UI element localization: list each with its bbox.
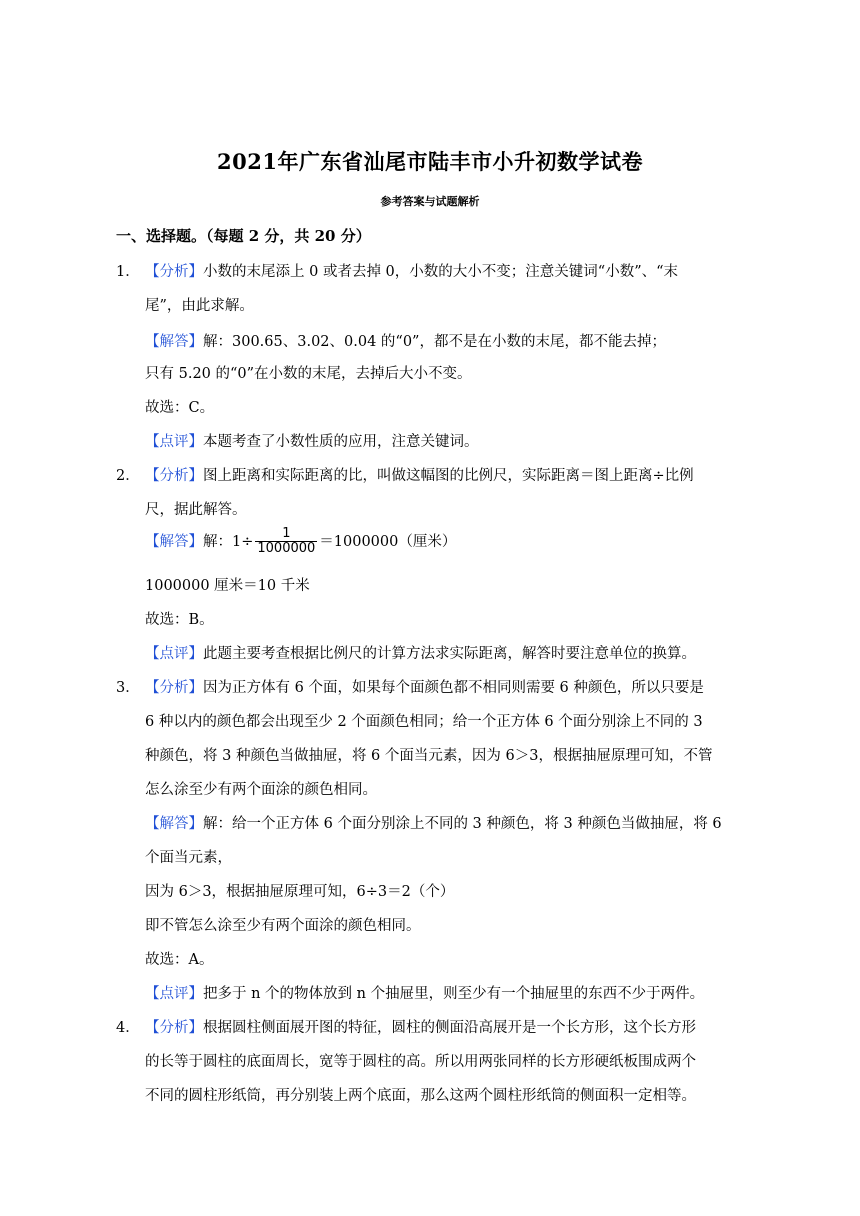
question-1-answer-text-1: 解：300.65、3.02、0.04 的“0”，都不是在小数的末尾，都不能去掉； (203, 334, 666, 350)
question-4-analysis-line-2: 的长等于圆柱的底面周长，宽等于圆柱的高。所以用两张同样的长方形硬纸板围成两个 (145, 1054, 696, 1070)
question-2-analysis-line-1 (145, 464, 694, 485)
question-3-analysis-line-3: 种颜色，将 3 种颜色当做抽屉，将 6 个面当元素，因为 6＞3，根据抽屉原理可知，不管 (145, 748, 713, 764)
question-2-analysis-text-1: 图上距离和实际距离的比，叫做这幅图的比例尺，实际距离＝图上距离÷比例 (203, 468, 694, 484)
question-3-answer-line-5: 故选：A。 (145, 952, 214, 968)
comment-tag: 【点评】 (145, 646, 203, 662)
question-3-answer-line-3: 因为 6＞3，根据抽屉原理可知，6÷3＝2（个） (145, 884, 455, 900)
question-1-answer-line-1 (145, 330, 666, 351)
question-1-comment-line (145, 430, 479, 451)
question-1-comment-text: 本题考查了小数性质的应用，注意关键词。 (203, 434, 479, 450)
question-1-answer-line-2: 只有 5.20 的“0”在小数的末尾，去掉后大小不变。 (145, 366, 472, 382)
question-2-answer-line-1 (145, 527, 456, 557)
fraction-denominator: 1000000 (257, 541, 316, 557)
question-3-answer-text-1: 解：给一个正方体 6 个面分别涂上不同的 3 种颜色，将 3 种颜色当做抽屉，将 6 (203, 816, 722, 832)
comment-tag: 【点评】 (145, 434, 203, 450)
question-3-comment-line (145, 982, 704, 1003)
question-3-analysis-line-2: 6 种以内的颜色都会出现至少 2 个面颜色相同；给一个正方体 6 个面分别涂上不同的 3 (145, 714, 703, 730)
question-3-analysis-line-4: 怎么涂至少有两个面涂的颜色相同。 (145, 782, 377, 798)
question-1-analysis-text-1: 小数的末尾添上 0 或者去掉 0，小数的大小不变；注意关键词“小数”、“末 (203, 264, 679, 280)
question-4-analysis-text-1: 根据圆柱侧面展开图的特征，圆柱的侧面沿高展开是一个长方形，这个长方形 (203, 1020, 696, 1036)
answer-tag: 【解答】 (145, 816, 203, 832)
analysis-tag: 【分析】 (145, 468, 203, 484)
fraction (255, 527, 317, 557)
answer-tag: 【解答】 (145, 533, 203, 550)
question-4-analysis-line-1 (145, 1016, 696, 1037)
question-2-number: 2． (116, 468, 140, 484)
page-title: 2021年广东省汕尾市陆丰市小升初数学试卷 (217, 149, 643, 174)
analysis-tag: 【分析】 (145, 264, 203, 280)
section-heading: 一、选择题。（每题 2 分，共 20 分） (116, 227, 371, 245)
page-subtitle: 参考答案与试题解析 (380, 195, 480, 208)
question-3-analysis-text-1: 因为正方体有 6 个面，如果每个面颜色都不相同则需要 6 种颜色，所以只要是 (203, 680, 704, 696)
question-2-comment-text: 此题主要考查根据比例尺的计算方法求实际距离，解答时要注意单位的换算。 (203, 646, 696, 662)
question-3-comment-text: 把多于 n 个的物体放到 n 个抽屉里，则至少有一个抽屉里的东西不少于两件。 (203, 986, 705, 1002)
question-2-answer-prefix: 解：1÷ (203, 533, 254, 550)
question-1-number: 1． (116, 264, 140, 280)
question-1-analysis-line-2: 尾”，由此求解。 (145, 298, 254, 314)
question-3-answer-line-2: 个面当元素， (145, 850, 232, 866)
question-2-answer-suffix: ＝1000000（厘米） (319, 533, 457, 550)
comment-tag: 【点评】 (145, 986, 203, 1002)
question-2-comment-line (145, 642, 696, 663)
question-4-number: 4． (116, 1020, 140, 1036)
question-3-answer-line-1 (145, 812, 722, 833)
question-3-answer-line-4: 即不管怎么涂至少有两个面涂的颜色相同。 (145, 918, 421, 934)
question-2-answer-line-3: 故选：B。 (145, 612, 214, 628)
question-1-analysis-line-1 (145, 260, 678, 281)
question-2-answer-line-2: 1000000 厘米＝10 千米 (145, 578, 310, 594)
analysis-tag: 【分析】 (145, 1020, 203, 1036)
fraction-numerator: 1 (282, 526, 291, 541)
analysis-tag: 【分析】 (145, 680, 203, 696)
question-4-analysis-line-3: 不同的圆柱形纸筒，再分别装上两个底面，那么这两个圆柱形纸筒的侧面积一定相等。 (145, 1088, 696, 1104)
question-3-analysis-line-1 (145, 676, 704, 697)
question-3-number: 3． (116, 680, 140, 696)
question-2-analysis-line-2: 尺，据此解答。 (145, 502, 247, 518)
answer-tag: 【解答】 (145, 334, 203, 350)
question-1-answer-line-3: 故选：C。 (145, 400, 215, 416)
